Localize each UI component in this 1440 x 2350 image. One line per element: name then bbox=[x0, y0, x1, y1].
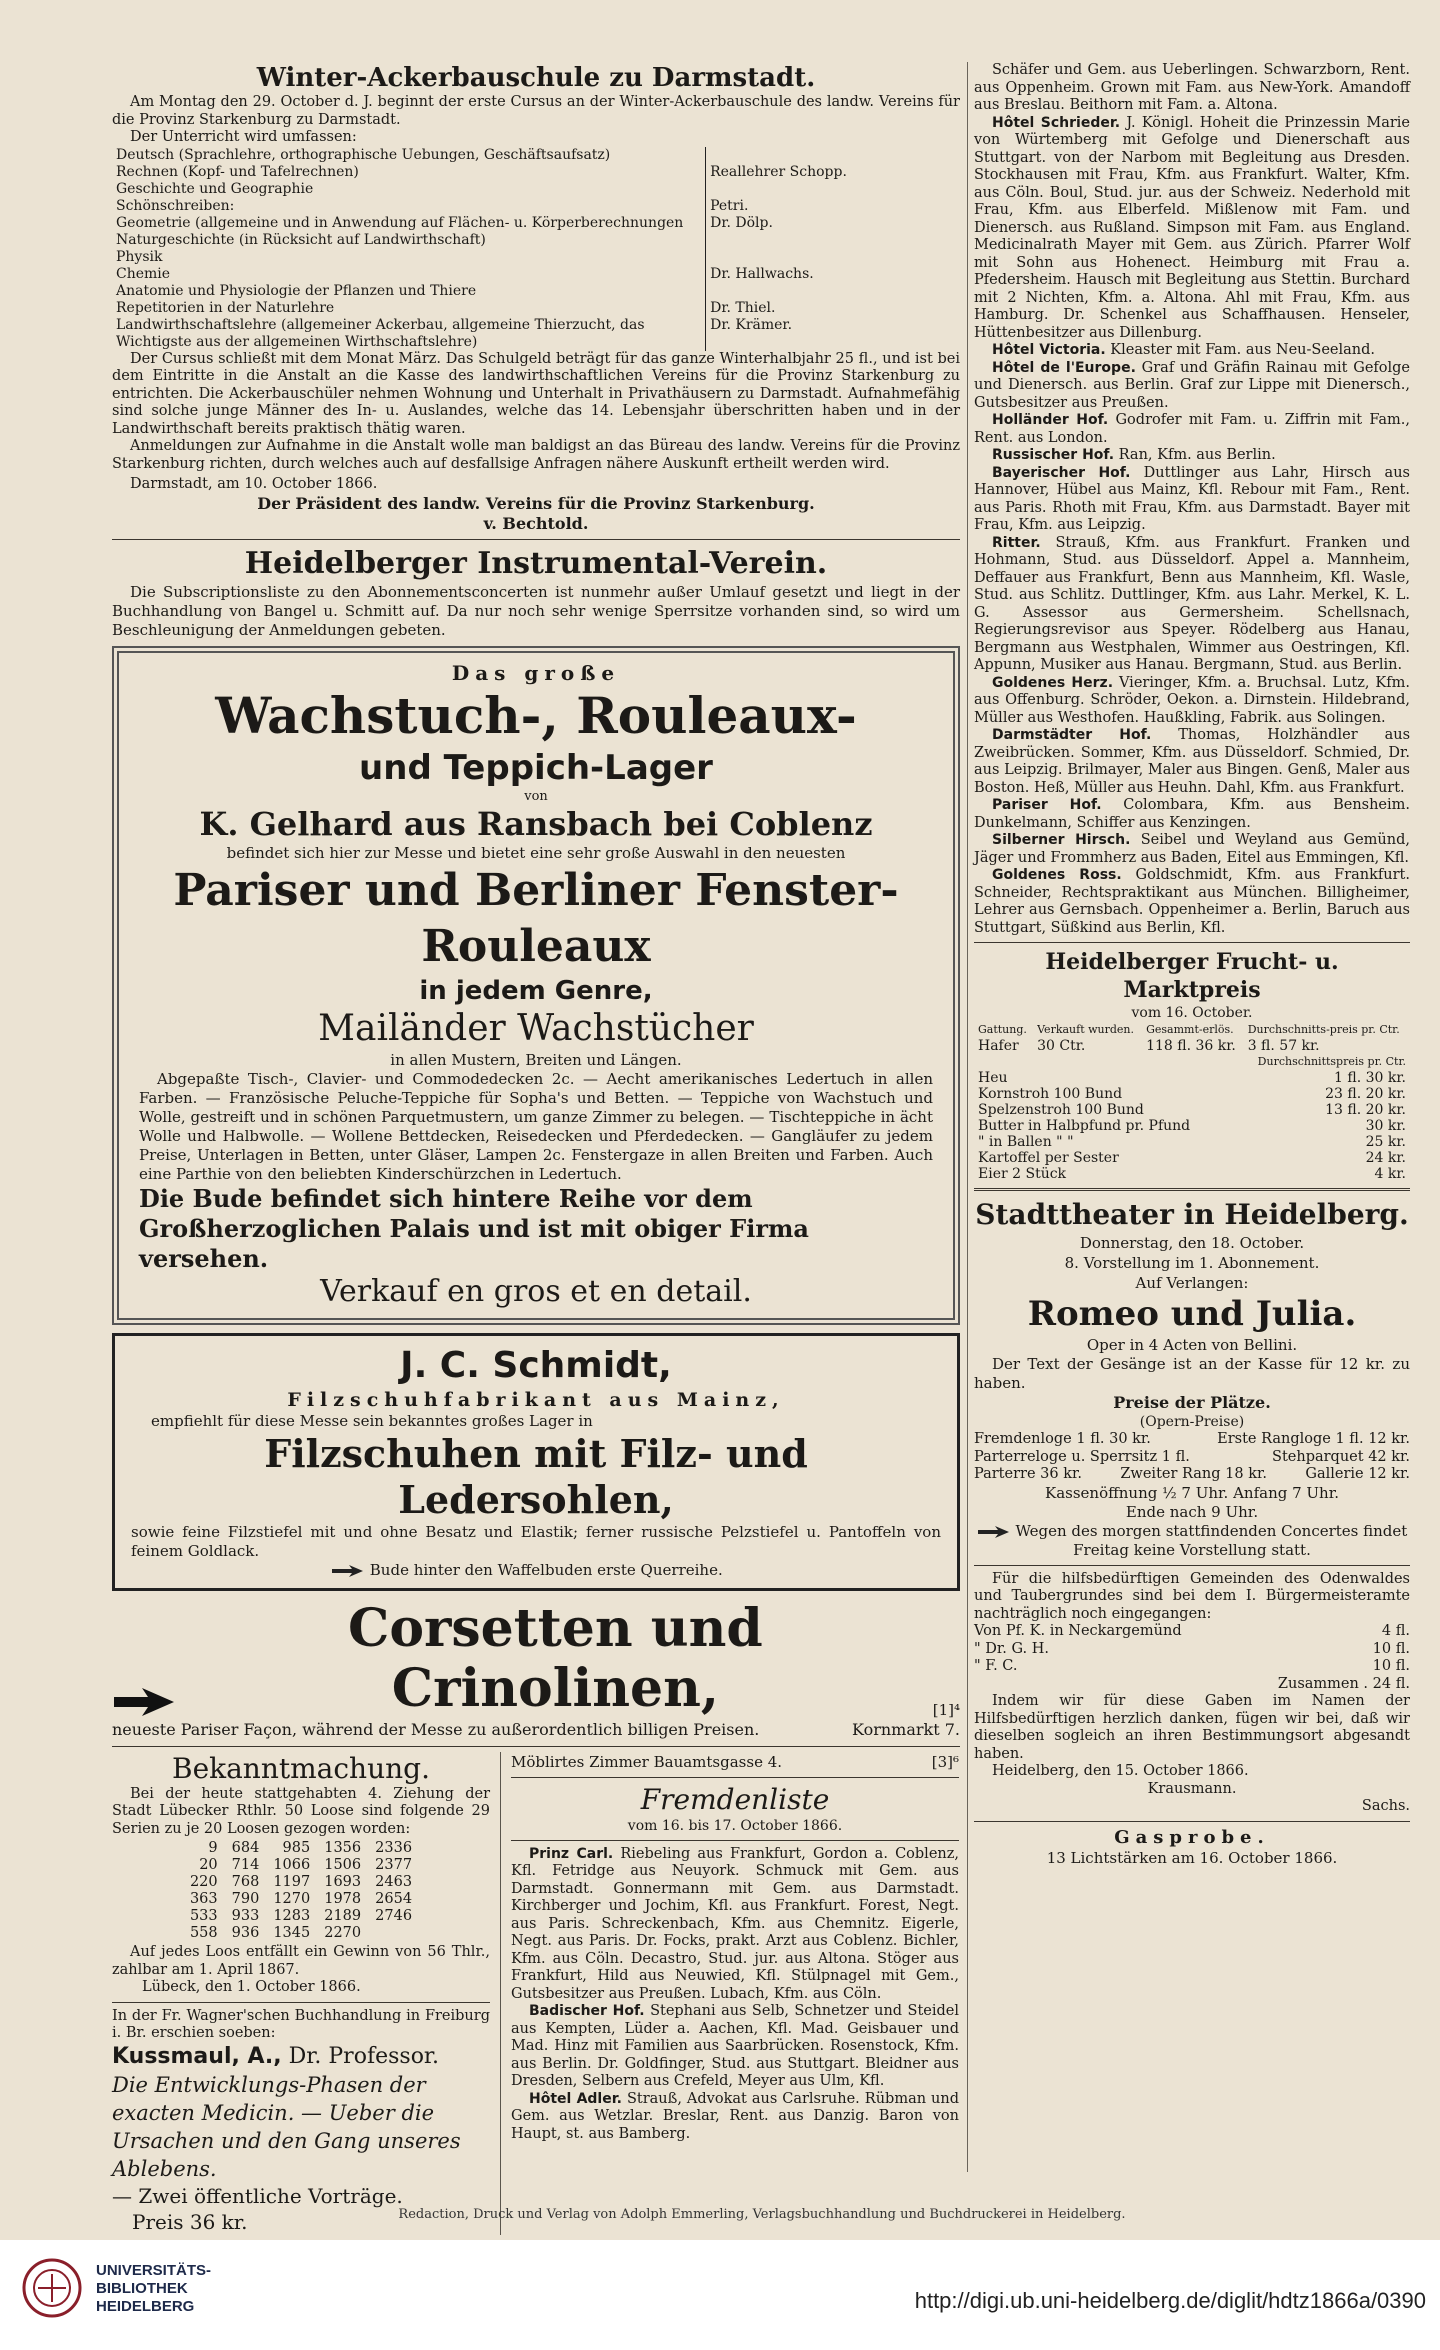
markt-price: 30 kr. bbox=[1365, 1118, 1406, 1134]
markt-item: Kartoffel per Sester bbox=[978, 1150, 1119, 1166]
moebl-line bbox=[511, 1752, 959, 1772]
wagner-sub: — Zwei öffentliche Vorträge. bbox=[112, 2183, 403, 2208]
fremden-hotel: Prinz Carl. bbox=[529, 1845, 614, 1862]
course-subject: Geschichte und Geographie bbox=[116, 180, 314, 197]
institution-line-2: BIBLIOTHEK bbox=[96, 2280, 188, 2297]
gelhard-line-1: Das große bbox=[451, 660, 621, 685]
fremden-hotel: Silberner Hirsch. bbox=[992, 832, 1131, 848]
lottery-number: 1066 bbox=[273, 1857, 311, 1873]
gelhard-line-12: Verkauf en gros et en detail. bbox=[320, 1273, 752, 1309]
gelhard-line-4: von bbox=[524, 788, 548, 804]
lottery-number: 768 bbox=[231, 1874, 260, 1890]
wagner-author-line bbox=[112, 2043, 490, 2071]
theater-perf: 8. Vorstellung im 1. Abonnement. bbox=[1064, 1254, 1320, 1272]
fremden-guests: J. Königl. Hoheit die Prinzessin Marie von Würtemberg mit Gefolge und Dienerschaft aus Stuttgart. von der Narbom mit Begleitung aus Dresden. Stockhausen mit Frau, Kfm. aus Frankfurt. Walter, Kfm. aus Cöln. Boul, Stud. jur. aus der Schweiz. Nederhold mit Frau, Kfm. aus Elberfeld. Mißlenow mit Fam. und Dienersch. aus Rußland. Simpson mit Fam. aus England. Medicinalrath Mayer mit Gem. aus Zürich. Pfarrer Wolf mit Sohn aus Hohenect. Heimburg mit Frau a. Pfedersheim. Hausch mit Begleitung aus Stettin. Burchard mit 2 Nichten, Kfm. a. Altona. Ahl mit Frau, Kfm. aus Hamburg. Dr. Schenkel aus Schaffhausen. Henseler, Hüttenbesitzer aus Dillenburg. bbox=[974, 114, 1410, 341]
fremden-entry bbox=[974, 447, 1410, 465]
schmidt-text: sowie feine Filzstiefel mit und ohne Besatz und Elastik; ferner russische Pelzstiefel u. Pantoffeln von feinem Goldlack. bbox=[131, 1522, 941, 1560]
lottery-number: 790 bbox=[231, 1891, 260, 1907]
institution-name bbox=[96, 2262, 211, 2316]
corsetten-title: Corsetten und Crinolinen, bbox=[347, 1597, 763, 1719]
markt-price: 23 fl. 20 kr. bbox=[1325, 1086, 1406, 1102]
lottery-number: 684 bbox=[231, 1840, 260, 1856]
lottery-rows bbox=[183, 1840, 419, 1942]
imprint-footer: Redaction, Druck und Verlag von Adolph Emmerling, Verlagsbuchhandlung und Buchdruckerei in Heidelberg. bbox=[398, 2207, 1126, 2222]
markt-title: Heidelberger Frucht- u. Marktpreis bbox=[1045, 949, 1339, 1003]
theater-opera: Oper in 4 Acten von Bellini. bbox=[1086, 1336, 1298, 1354]
pointing-hand-icon bbox=[331, 1564, 365, 1578]
course-subject: Naturgeschichte (in Rücksicht auf Landwirthschaft) bbox=[116, 231, 486, 248]
lottery-number: 2654 bbox=[375, 1891, 413, 1907]
markt-row bbox=[974, 1086, 1410, 1102]
fremden-guests: Seibel und Weyland aus Gemünd, Jäger und Frommherz aus Baden, Eitel aus Emmingen, Kfl. bbox=[974, 832, 1410, 866]
donation-amount: 10 fl. bbox=[1372, 1658, 1410, 1674]
donation-amount: 10 fl. bbox=[1372, 1640, 1410, 1657]
price-row bbox=[974, 1431, 1410, 1449]
fremden-entry bbox=[511, 1846, 959, 2004]
course-subject: Landwirthschaftslehre (allgemeiner Ackerbau, allgemeine Thierzucht, das Wichtigste aus der allgemeinen Wirthschaftslehre) bbox=[116, 316, 645, 350]
markt-header-0: Gattung. bbox=[978, 1023, 1027, 1036]
course-row bbox=[112, 283, 960, 300]
hilfe-rows bbox=[974, 1623, 1410, 1676]
lottery-number: 558 bbox=[189, 1925, 218, 1941]
markt-header-3: Durchschnitts-preis pr. Ctr. bbox=[1247, 1023, 1400, 1036]
course-row bbox=[112, 232, 960, 249]
schmidt-name: J. C. Schmidt, bbox=[400, 1344, 672, 1386]
lottery-row bbox=[183, 1840, 419, 1857]
gelhard-line-2: Wachstuch-, Rouleaux- bbox=[215, 685, 857, 745]
pointing-hand-icon bbox=[977, 1525, 1011, 1539]
winter-paragraph-1: Der Cursus schließt mit dem Monat März. Das Schulgeld beträgt für das ganze Winterhalbjahr 25 fl., und ist bei dem Eintritte in die Anstalt an die Kasse des landwirthschaftlichen Vereins für die Provinz Starkenburg zu entrichten. Die Ackerbauschüler nehmen Wohnung und Unterhalt in Privathäusern zu Darmstadt. Aufnahmefähig sind solche junge Männer des In- u. Auslandes, welche das 14. Lebensjahr überschritten haben und in der Landwirthschaft bereits praktisch thätig waren. bbox=[112, 350, 960, 437]
course-row bbox=[112, 215, 960, 232]
donation-row bbox=[974, 1658, 1410, 1676]
course-teacher: Dr. Krämer. bbox=[706, 317, 960, 351]
fremden-entry bbox=[974, 342, 1410, 360]
course-list bbox=[112, 147, 960, 351]
course-teacher: Dr. Hallwachs. bbox=[706, 266, 960, 283]
winter-paragraph-2: Anmeldungen zur Aufnahme in die Anstalt wolle man baldigst an das Büreau des landw. Vereins für die Provinz Starkenburg richten, durch welches auch auf desfallsige Anfragen nähere Auskunft ertheilt werden wird. bbox=[112, 438, 960, 472]
course-row bbox=[112, 198, 960, 215]
lottery-number: 1283 bbox=[273, 1908, 311, 1924]
fremden-entry bbox=[511, 2091, 959, 2144]
markt-price: 24 kr. bbox=[1365, 1150, 1406, 1166]
course-table bbox=[112, 147, 960, 351]
bekannt-text: Bei der heute stattgehabten 4. Ziehung der Stadt Lübecker Rthlr. 50 Loose sind folgende 29 Serien zu je 20 Loosen gezogen worden: bbox=[112, 1785, 490, 1837]
markt-hafer-row bbox=[974, 1038, 1410, 1054]
moebl-ref: [3]⁶ bbox=[931, 1752, 959, 1771]
theater-title: Stadttheater in Heidelberg. bbox=[975, 1198, 1409, 1231]
course-teacher bbox=[706, 249, 960, 266]
lottery-number: 9 bbox=[208, 1840, 218, 1856]
course-row bbox=[112, 317, 960, 351]
lottery-number: 533 bbox=[189, 1908, 218, 1924]
fremden-hotel: Hôtel de l'Europe. bbox=[992, 359, 1136, 376]
markt-date: vom 16. October. bbox=[1131, 1005, 1253, 1021]
markt-price: 13 fl. 20 kr. bbox=[1325, 1102, 1406, 1118]
winter-title: Winter-Ackerbauschule zu Darmstadt. bbox=[256, 63, 816, 93]
fremden-entry bbox=[974, 797, 1410, 832]
bekannt-date: Lübeck, den 1. October 1866. bbox=[142, 1979, 361, 1995]
fremden-guests: Duttlinger aus Lahr, Hirsch aus Hannover, Hübel aus Mainz, Kfl. Rebour mit Fam., Rent. aus Paris. Rhoth mit Frau, Kfm. aus Darmstadt. Bayer mit Frau, Kfm. aus Leipzig. bbox=[974, 464, 1410, 533]
fremden-entry bbox=[974, 360, 1410, 413]
fremden-date: vom 16. bis 17. October 1866. bbox=[627, 1817, 843, 1834]
course-row bbox=[112, 266, 960, 283]
course-teacher bbox=[706, 232, 960, 249]
fremden-list-left bbox=[511, 1846, 959, 2144]
price-row bbox=[974, 1449, 1410, 1467]
lottery-number: 1693 bbox=[324, 1874, 362, 1890]
course-subject: Deutsch (Sprachlehre, orthographische Uebungen, Geschäftsaufsatz) bbox=[116, 146, 611, 163]
fremden-entry bbox=[511, 2003, 959, 2091]
price-item: Parterre 36 kr. bbox=[974, 1466, 1082, 1482]
theater-date: Donnerstag, den 18. October. bbox=[1079, 1234, 1305, 1252]
fremden-guests: Goldschmidt, Kfm. aus Frankfurt. Schneider, Rechtspraktikant aus München. Billigheimer, Lehrer aus Gernsbach. Oppenheimer a. Berlin, Baruch aus Stuttgart, Süßkind aus Berlin, Kfl. bbox=[974, 867, 1410, 936]
lottery-number: 2189 bbox=[324, 1908, 362, 1924]
donor: " F. C. bbox=[974, 1658, 1018, 1674]
fremden-entry bbox=[974, 727, 1410, 797]
hilfe-signer: Krausmann. bbox=[1147, 1780, 1237, 1797]
lottery-number: 2336 bbox=[375, 1840, 413, 1856]
lottery-number: 1978 bbox=[324, 1891, 362, 1907]
separator bbox=[974, 1821, 1410, 1822]
theater-prices-title: Preise der Plätze. bbox=[1113, 1393, 1271, 1412]
moebl-text: Möblirtes Zimmer Bauamtsgasse 4. bbox=[511, 1752, 783, 1771]
hilfe-initials: Sachs. bbox=[1361, 1798, 1410, 1814]
lottery-number: 1506 bbox=[324, 1857, 362, 1873]
schmidt-lead: empfiehlt für diese Messe sein bekanntes großes Lager in bbox=[151, 1411, 593, 1430]
gelhard-line-9: Mailänder Wachstücher bbox=[318, 1007, 754, 1049]
markt-item: Heu bbox=[978, 1070, 1008, 1086]
lottery-number bbox=[368, 1925, 419, 1942]
schmidt-booth-line bbox=[131, 1561, 941, 1580]
gelhard-line-5: K. Gelhard aus Ransbach bei Coblenz bbox=[199, 804, 873, 843]
lottery-number: 2270 bbox=[324, 1925, 362, 1941]
fremden-guests: Stephani aus Selb, Schnetzer und Steidel aus Kempten, Lüder a. Aachen, Kfl. Mad. Geisbauer und Mad. Hinz mit Familien aus Saarbrücken. Rosenstock, Kfm. aus Berlin. Dr. Goldfinger, Stud. aus Stuttgart. Bleidner aus Dresden, Selbern aus Crefeld, Meyer aus Ulm, Kfl. bbox=[511, 2003, 960, 2089]
fremden-hotel: Darmstädter Hof. bbox=[992, 727, 1152, 743]
markt-row bbox=[974, 1150, 1410, 1166]
price-item: Stehparquet 42 kr. bbox=[1272, 1448, 1410, 1465]
markt-price: 4 kr. bbox=[1374, 1166, 1406, 1182]
corsetten-text: neueste Pariser Façon, während der Messe zu außerordentlich billigen Preisen. bbox=[112, 1719, 760, 1739]
markt-price: 1 fl. 30 kr. bbox=[1334, 1070, 1406, 1086]
price-item: Fremdenloge 1 fl. 30 kr. bbox=[974, 1431, 1151, 1447]
separator bbox=[974, 1188, 1410, 1191]
wagner-role: Dr. Professor. bbox=[288, 2043, 440, 2069]
separator bbox=[974, 1565, 1410, 1566]
lottery-number: 2746 bbox=[375, 1908, 413, 1924]
theater-play: Romeo und Julia. bbox=[1027, 1294, 1357, 1334]
corsetten-line bbox=[112, 1719, 960, 1741]
price-item: Erste Rangloge 1 fl. 12 kr. bbox=[1217, 1431, 1410, 1447]
theater-note: Wegen des morgen stattfindenden Concertes findet Freitag keine Vorstellung statt. bbox=[1015, 1521, 1408, 1559]
gelhard-line-7: Pariser und Berliner Fenster-Rouleaux bbox=[173, 864, 899, 972]
donation-row bbox=[974, 1623, 1410, 1641]
lottery-number: 2377 bbox=[375, 1857, 413, 1873]
separator bbox=[112, 539, 960, 540]
gelhard-advertisement bbox=[112, 646, 960, 1325]
bekannt-text-2: Auf jedes Loos entfällt ein Gewinn von 56 Thlr., zahlbar am 1. April 1867. bbox=[112, 1944, 490, 1978]
column-divider bbox=[967, 62, 968, 2172]
gelhard-body: Abgepaßte Tisch-, Clavier- und Commodedecken 2c. — Aecht amerikanisches Ledertuch in allen Farben. — Französische Peluche-Teppiche für Sopha's und Betten. — Teppiche von Wachstuch und Wolle, gestreift und in schönen Parquetmustern, um ganze Zimmer zu belegen. — Tischteppiche in ächt Wolle und Halbwolle. — Wollene Bettdecken, Reisedecken und Pferdedecken. — Gangläufer zu jedem Preise, Unterlagen in Betten, unter Gläser, Lampen 2c. Fenstergaze in allen Breiten und Farben. Auch eine Parthie von den beliebten Kinderschürzchen in Ledertuch. bbox=[139, 1069, 933, 1183]
bottom-split bbox=[112, 1752, 960, 2235]
markt-row bbox=[974, 1166, 1410, 1182]
markt-item: Kornstroh 100 Bund bbox=[978, 1086, 1123, 1102]
gelhard-line-8: in jedem Genre, bbox=[419, 975, 653, 1006]
lottery-number: 363 bbox=[189, 1891, 218, 1907]
hilfe-text-2: Indem wir für diese Gaben im Namen der Hilfsbedürftigen herzlich danken, fügen wir bei, daß wir dieselben sogleich an ihren Bestimmungsort abgesandt haben. bbox=[974, 1693, 1410, 1762]
markt-row bbox=[974, 1070, 1410, 1086]
course-subject: Rechnen (Kopf- und Tafelrechnen) bbox=[116, 163, 359, 180]
markt-header-2: Gesammt-erlös. bbox=[1146, 1023, 1234, 1036]
markt-hafer-3: 3 fl. 57 kr. bbox=[1247, 1038, 1320, 1054]
winter-signer-title: Der Präsident des landw. Vereins für die Provinz Starkenburg. bbox=[257, 493, 815, 513]
wagner-price: Preis 36 kr. bbox=[132, 2209, 248, 2234]
theater-text: Der Text der Gesänge ist an der Kasse für 12 kr. zu haben. bbox=[974, 1355, 1410, 1392]
markt-row bbox=[974, 1118, 1410, 1134]
fremden-hotel: Bayerischer Hof. bbox=[992, 464, 1131, 481]
fremden-entry bbox=[974, 412, 1410, 447]
university-seal-icon bbox=[22, 2258, 82, 2318]
fremden-hotel: Pariser Hof. bbox=[992, 797, 1102, 813]
institution-line-3: HEIDELBERG bbox=[96, 2298, 195, 2315]
markt-sub-row bbox=[974, 1054, 1410, 1070]
gelhard-line-6: befindet sich hier zur Messe und bietet eine sehr große Auswahl in den neuesten bbox=[226, 843, 846, 862]
theater-ende: Ende nach 9 Uhr. bbox=[1125, 1502, 1259, 1521]
fremden-hotel: Goldenes Ross. bbox=[992, 867, 1122, 883]
fremden-guests: Graf und Gräfin Rainau mit Gefolge und Dienersch. aus Berlin. Graf zur Lippe mit Dienersch., Gutsbesitzer aus Preußen. bbox=[974, 359, 1411, 411]
lottery-number: 1270 bbox=[273, 1891, 311, 1907]
gelhard-line-10: in allen Mustern, Breiten und Längen. bbox=[390, 1050, 682, 1069]
fremden-guests: Godrofer mit Fam. u. Ziffrin mit Fam., Rent. aus London. bbox=[974, 412, 1411, 446]
fremden-guests: Strauß, Advokat aus Carlsruhe. Rübman und Gem. aus Wetzlar. Breslar, Rent. aus Danzig. Baron von Haupt, st. aus Bamberg. bbox=[511, 2090, 960, 2142]
markt-hafer-1: 30 Ctr. bbox=[1037, 1038, 1086, 1054]
markt-hafer-2: 118 fl. 36 kr. bbox=[1146, 1038, 1236, 1054]
pointing-hand-icon bbox=[112, 1685, 176, 1719]
markt-item: Eier 2 Stück bbox=[978, 1166, 1067, 1182]
markt-table bbox=[974, 1022, 1410, 1182]
theater-prices-sub: (Opern-Preise) bbox=[1139, 1414, 1245, 1430]
markt-sub: Durchschnittspreis pr. Ctr. bbox=[1257, 1055, 1406, 1068]
hilfe-date: Heidelberg, den 15. October 1866. bbox=[992, 1763, 1249, 1779]
course-subject: Chemie bbox=[116, 265, 171, 282]
gelhard-line-3: und Teppich-Lager bbox=[359, 747, 713, 788]
fremden-entry bbox=[974, 115, 1410, 343]
bottom-left bbox=[112, 1752, 501, 2235]
fremden-guests: Ran, Kfm. aus Berlin. bbox=[1118, 447, 1276, 463]
markt-rows bbox=[974, 1070, 1410, 1182]
lottery-number: 1197 bbox=[273, 1874, 311, 1890]
course-teacher: Petri. bbox=[706, 198, 960, 215]
lottery-row bbox=[183, 1891, 419, 1908]
lottery-row bbox=[183, 1857, 419, 1874]
schmidt-trade: Filzschuhfabrikant aus Mainz, bbox=[287, 1388, 785, 1411]
corsetten-header bbox=[112, 1599, 960, 1719]
fremden-guests: Thomas, Holzhändler aus Zweibrücken. Sommer, Kfm. aus Düsseldorf. Schmied, Dr. aus Leipzig. Brilmayer, Maler aus Bingen. Genß, Maler aus Boston. Heß, Müller aus Heuhn. Dahl, Kfm. aus Frankfurt. bbox=[974, 727, 1411, 796]
bekannt-title: Bekanntmachung. bbox=[172, 1751, 430, 1785]
course-teacher: Dr. Thiel. bbox=[706, 300, 960, 317]
winter-lead: Der Unterricht wird umfassen: bbox=[130, 129, 357, 145]
markt-price: 25 kr. bbox=[1365, 1134, 1406, 1150]
lottery-number: 2463 bbox=[375, 1874, 413, 1890]
markt-item: " in Ballen " " bbox=[978, 1134, 1074, 1150]
schmidt-product: Filzschuhen mit Filz- und Ledersohlen, bbox=[264, 1430, 808, 1522]
lottery-number: 985 bbox=[282, 1840, 311, 1856]
course-subject: Geometrie (allgemeine und in Anwendung auf Flächen- u. Körperberechnungen bbox=[116, 214, 684, 231]
fremden-guests: Riebeling aus Frankfurt, Gordon a. Coblenz, Kfl. Fetridge aus Neuyork. Schmuck mit Gem. aus Darmstadt. Gonnermann mit Gem. aus Darmstadt. Kirchberger und Jochim, Kfl. aus Frankfurt. Forest, Negt. aus Paris. Schreckenbach, Kfm. aus Chemnitz. Eigerle, Negt. aus Paris. Dr. Focks, prakt. Arzt aus Coblenz. Bichler, Kfm. aus Cöln. Decastro, Stud. jur. aus Altona. Stöger aus Frankfurt, Hild aus Neuwied, Kfl. Stülpnagel mit Gem., Gutsbesitzer aus Preußen. Lubach, Kfm. aus Cöln. bbox=[511, 1845, 959, 2002]
theater-request: Auf Verlangen: bbox=[1135, 1274, 1249, 1292]
separator bbox=[511, 1840, 959, 1841]
course-subject: Schönschreiben: bbox=[116, 197, 235, 214]
price-item: Gallerie 12 kr. bbox=[1305, 1466, 1410, 1482]
fremden-hotel: Hôtel Adler. bbox=[529, 2090, 622, 2107]
donation-row bbox=[974, 1641, 1410, 1659]
price-item: Zweiter Rang 18 kr. bbox=[1120, 1466, 1267, 1482]
theater-prices bbox=[974, 1431, 1410, 1484]
course-subject: Physik bbox=[116, 248, 163, 265]
corsetten-address: Kornmarkt 7. bbox=[852, 1719, 960, 1739]
separator bbox=[112, 2002, 490, 2003]
fremden-guests: Schäfer und Gem. aus Ueberlingen. Schwarzborn, Rent. aus Oppenheim. Grown mit Fam. aus New-York. Amandoff aus Breslau. Beithorn mit Fam. a. Altona. bbox=[974, 62, 1410, 113]
corsetten-ref: [1]⁴ bbox=[932, 1700, 960, 1719]
course-teacher bbox=[706, 181, 960, 198]
fremden-list-right bbox=[974, 62, 1410, 937]
bottom-right bbox=[501, 1752, 959, 2235]
price-item: Parterreloge u. Sperrsitz 1 fl. bbox=[974, 1448, 1190, 1465]
schmidt-booth: Bude hinter den Waffelbuden erste Querreihe. bbox=[369, 1560, 723, 1579]
markt-item: Spelzenstroh 100 Bund bbox=[978, 1102, 1144, 1118]
winter-date: Darmstadt, am 10. October 1866. bbox=[130, 476, 378, 492]
verein-title: Heidelberger Instrumental-Verein. bbox=[244, 545, 828, 581]
lottery-number: 1356 bbox=[324, 1840, 362, 1856]
markt-row bbox=[974, 1102, 1410, 1118]
markt-hafer-0: Hafer bbox=[978, 1038, 1019, 1054]
markt-header-row bbox=[974, 1022, 1410, 1038]
winter-intro: Am Montag den 29. October d. J. beginnt der erste Cursus an der Winter-Ackerbauschule des landw. Vereins für die Provinz Starkenburg zu Darmstadt. bbox=[112, 94, 960, 128]
course-teacher: Reallehrer Schopp. bbox=[706, 164, 960, 181]
lottery-number: 220 bbox=[189, 1874, 218, 1890]
fremden-hotel: Goldenes Herz. bbox=[992, 674, 1114, 691]
lottery-number: 936 bbox=[231, 1925, 260, 1941]
fremden-entry bbox=[974, 867, 1410, 937]
fremden-hotel: Holländer Hof. bbox=[992, 412, 1109, 428]
price-row bbox=[974, 1466, 1410, 1484]
course-row bbox=[112, 249, 960, 266]
fremden-hotel: Hôtel Schrieder. bbox=[992, 114, 1121, 131]
course-subject: Anatomie und Physiologie der Pflanzen und Thiere bbox=[116, 282, 477, 299]
course-teacher bbox=[706, 147, 960, 164]
fremden-hotel: Hôtel Victoria. bbox=[992, 342, 1106, 358]
verein-text: Die Subscriptionsliste zu den Abonnementsconcerten ist nunmehr außer Umlauf gesetzt und liegt in der Buchhandlung von Bangel u. Schmitt auf. Da nur noch sehr wenige Sperrsitze vorhanden sind, so wird um Beschleunigung der Anmeldungen gebeten. bbox=[112, 582, 960, 639]
fremden-entry bbox=[974, 465, 1410, 535]
hilfe-total: Zusammen . 24 fl. bbox=[1277, 1675, 1410, 1692]
lottery-number: 933 bbox=[231, 1908, 260, 1924]
fremden-guests: Kleaster mit Fam. aus Neu-Seeland. bbox=[1110, 342, 1376, 358]
theater-note-line bbox=[974, 1522, 1410, 1560]
lottery-row bbox=[183, 1925, 419, 1942]
gas-text: 13 Lichtstärken am 16. October 1866. bbox=[1046, 1848, 1338, 1867]
winter-signer: v. Bechtold. bbox=[483, 513, 589, 533]
lottery-table bbox=[183, 1840, 419, 1942]
wagner-book: Die Entwicklungs-Phasen der exacten Medicin. — Ueber die Ursachen und den Gang unseres Ablebens. bbox=[112, 2072, 461, 2181]
lottery-row bbox=[183, 1874, 419, 1891]
right-column bbox=[974, 62, 1410, 2172]
wagner-author: Kussmaul, A., bbox=[112, 2043, 282, 2069]
schmidt-advertisement bbox=[112, 1333, 960, 1591]
markt-row bbox=[974, 1134, 1410, 1150]
separator bbox=[112, 1746, 960, 1747]
theater-kasse: Kassenöffnung ½ 7 Uhr. Anfang 7 Uhr. bbox=[1044, 1483, 1340, 1502]
markt-header-1: Verkauft wurden. bbox=[1037, 1023, 1135, 1036]
lottery-number: 1345 bbox=[273, 1925, 311, 1941]
course-row bbox=[112, 181, 960, 198]
hilfe-text: Für die hilfsbedürftigen Gemeinden des Odenwaldes und Taubergrundes sind bei dem I. Bürgermeisteramte nachträglich noch eingegangen: bbox=[974, 1570, 1410, 1622]
fremden-guests: Strauß, Kfm. aus Frankfurt. Franken und Hohmann, Stud. aus Düsseldorf. Appel a. Mannheim, Deffauer aus Frankfurt, Benn aus Mannheim, Kfl. Wasle, Stud. aus Schlitz. Duttlinger, Kfm. aus Lahr. Merkel, K. L. G. Assessor aus Germersheim. Schellsnach, Regierungsrevisor aus Speyer. Rödelberg aus Hanau, Bergmann aus Westphalen, Wimmer aus Oestringen, Kfl. Appunn, Musiker aus Hanau. Bergmann, Stud. aus Berlin. bbox=[974, 534, 1410, 673]
gelhard-line-11: Die Bude befindet sich hintere Reihe vor dem Großherzoglichen Palais und ist mit obiger Firma versehen. bbox=[139, 1183, 809, 1273]
course-row bbox=[112, 164, 960, 181]
gas-title: Gasprobe. bbox=[1114, 1826, 1270, 1848]
fremden-entry bbox=[974, 62, 1410, 115]
course-row bbox=[112, 300, 960, 317]
fremden-entry bbox=[974, 675, 1410, 728]
lottery-number: 714 bbox=[231, 1857, 260, 1873]
library-banner bbox=[0, 2240, 1440, 2350]
fremden-hotel: Ritter. bbox=[992, 534, 1041, 551]
course-row bbox=[112, 147, 960, 164]
fremden-title: Fremdenliste bbox=[640, 1782, 830, 1816]
separator bbox=[511, 1777, 959, 1778]
fremden-hotel: Russischer Hof. bbox=[992, 447, 1115, 463]
institution-line-1: UNIVERSITÄTS- bbox=[96, 2262, 212, 2279]
fremden-entry bbox=[974, 832, 1410, 867]
donation-amount: 4 fl. bbox=[1381, 1623, 1410, 1639]
markt-item: Butter in Halbpfund pr. Pfund bbox=[978, 1118, 1191, 1134]
lottery-row bbox=[183, 1908, 419, 1925]
lottery-number: 20 bbox=[199, 1857, 218, 1873]
permalink-url[interactable]: http://digi.ub.uni-heidelberg.de/diglit/hdtz1866a/0390 bbox=[914, 2288, 1426, 2313]
course-teacher bbox=[706, 283, 960, 300]
separator bbox=[974, 942, 1410, 943]
wagner-lead: In der Fr. Wagner'schen Buchhandlung in Freiburg i. Br. erschien soeben: bbox=[112, 2007, 490, 2041]
fremden-guests: Vieringer, Kfm. a. Bruchsal. Lutz, Kfm. aus Offenburg. Schröder, Oekon. a. Dirnstein. Hildebrand, Müller aus Westhofen. Haußkling, Fabrik. aus Solingen. bbox=[974, 674, 1410, 726]
donor: " Dr. G. H. bbox=[974, 1640, 1049, 1657]
fremden-hotel: Badischer Hof. bbox=[529, 2003, 645, 2019]
fremden-entry bbox=[974, 535, 1410, 675]
course-teacher: Dr. Dölp. bbox=[706, 215, 960, 232]
fremden-guests: Colombara, Kfm. aus Bensheim. Dunkelmann, Schiffer aus Kenzingen. bbox=[974, 797, 1411, 831]
course-subject: Repetitorien in der Naturlehre bbox=[116, 299, 335, 316]
donor: Von Pf. K. in Neckargemünd bbox=[974, 1623, 1182, 1639]
